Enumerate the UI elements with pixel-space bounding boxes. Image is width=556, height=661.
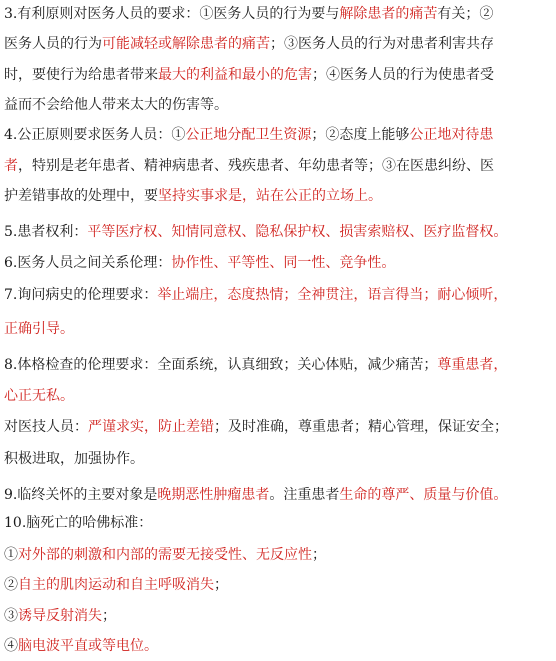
text-line (4, 221, 556, 243)
text-line (4, 512, 556, 534)
highlight-text: 生命的尊严、质量与价值。 (339, 487, 508, 503)
body-text: 4.公正原则要求医务人员：① (4, 127, 186, 143)
highlight-text: 严谨求实，防止差错 (88, 419, 214, 435)
body-text: 8.体格检查的伦理要求：全面系统，认真细致；关心体贴，减少痛苦； (4, 357, 438, 373)
body-text: 医务人员的行为 (4, 36, 102, 52)
body-text: 9.临终关怀的主要对象是 (4, 487, 158, 503)
highlight-text: 公正地对待患 (409, 127, 494, 143)
body-text: ；③医务人员的行为对患者利害共存 (270, 36, 494, 52)
body-text: 益而不会给他人带来太大的伤害等。 (4, 97, 228, 113)
body-text: 积极进取，加强协作。 (4, 451, 144, 467)
body-text: ； (312, 547, 326, 563)
text-line (4, 155, 556, 177)
body-text: ① (4, 547, 18, 563)
body-text: 7.询问病史的伦理要求： (4, 287, 158, 303)
body-text: ④ (4, 638, 18, 654)
text-line (4, 124, 556, 146)
text-line (4, 544, 556, 566)
text-line (4, 33, 556, 55)
highlight-text: 对外部的刺激和内部的需要无接受性、无反应性 (18, 547, 312, 563)
highlight-text: 平等医疗权、知情同意权、隐私保护权、损害索赔权、医疗监督权。 (87, 224, 508, 240)
body-text: ；④医务人员的行为使患者受 (312, 67, 494, 83)
body-text: 。注重患者 (269, 487, 340, 503)
text-line (4, 284, 556, 306)
text-line (4, 635, 556, 657)
text-line (4, 605, 556, 627)
highlight-text: 正确引导。 (4, 321, 74, 337)
body-text: 3.有利原则对医务人员的要求：①医务人员的行为要与 (4, 6, 340, 22)
body-text: 对医技人员： (4, 419, 88, 435)
highlight-text: 公正地分配卫生资源 (185, 127, 312, 143)
highlight-text: 举止端庄，态度热情；全神贯注，语言得当；耐心倾听， (157, 287, 508, 303)
body-text: 10.脑死亡的哈佛标准： (4, 515, 153, 531)
highlight-text: 解除患者的痛苦 (339, 6, 438, 22)
highlight-text: 可能减轻或解除患者的痛苦 (102, 36, 270, 52)
highlight-text: 自主的肌肉运动和自主呼吸消失 (18, 577, 214, 593)
highlight-text: 坚持实事求是，站在公正的立场上。 (158, 188, 382, 204)
body-text: 有关；② (437, 6, 494, 22)
text-line (4, 484, 556, 506)
body-text: ；及时准确，尊重患者；精心管理，保证安全； (214, 419, 508, 435)
text-line (4, 64, 556, 86)
body-text: 6.医务人员之间关系伦理： (4, 255, 172, 271)
highlight-text: 晚期恶性肿瘤患者 (157, 487, 270, 503)
body-text: ③ (4, 608, 18, 624)
text-line (4, 385, 556, 407)
body-text: ； (214, 577, 228, 593)
highlight-text: 心正无私。 (4, 388, 74, 404)
body-text: 5.患者权利： (4, 224, 88, 240)
highlight-text: 尊重患者， (437, 357, 508, 373)
highlight-text: 者 (4, 158, 18, 174)
highlight-text: 诱导反射消失 (18, 608, 102, 624)
text-line (4, 252, 556, 274)
highlight-text: 最大的利益和最小的危害 (158, 67, 312, 83)
text-line (4, 94, 556, 116)
text-line (4, 574, 556, 596)
body-text: 护差错事故的处理中，要 (4, 188, 158, 204)
body-text: ，特别是老年患者、精神病患者、残疾患者、年幼患者等；③在医患纠纷、医 (18, 158, 494, 174)
highlight-text: 脑电波平直或等电位。 (18, 638, 158, 654)
body-text: 时，要使行为给患者带来 (4, 67, 158, 83)
text-line (4, 3, 556, 25)
highlight-text: 协作性、平等性、同一性、竞争性。 (171, 255, 396, 271)
text-line (4, 185, 556, 207)
body-text: ② (4, 577, 18, 593)
text-line (4, 448, 556, 470)
body-text: ； (102, 608, 116, 624)
text-line (4, 318, 556, 340)
body-text: ；②态度上能够 (311, 127, 410, 143)
text-line (4, 354, 556, 376)
text-line (4, 416, 556, 438)
